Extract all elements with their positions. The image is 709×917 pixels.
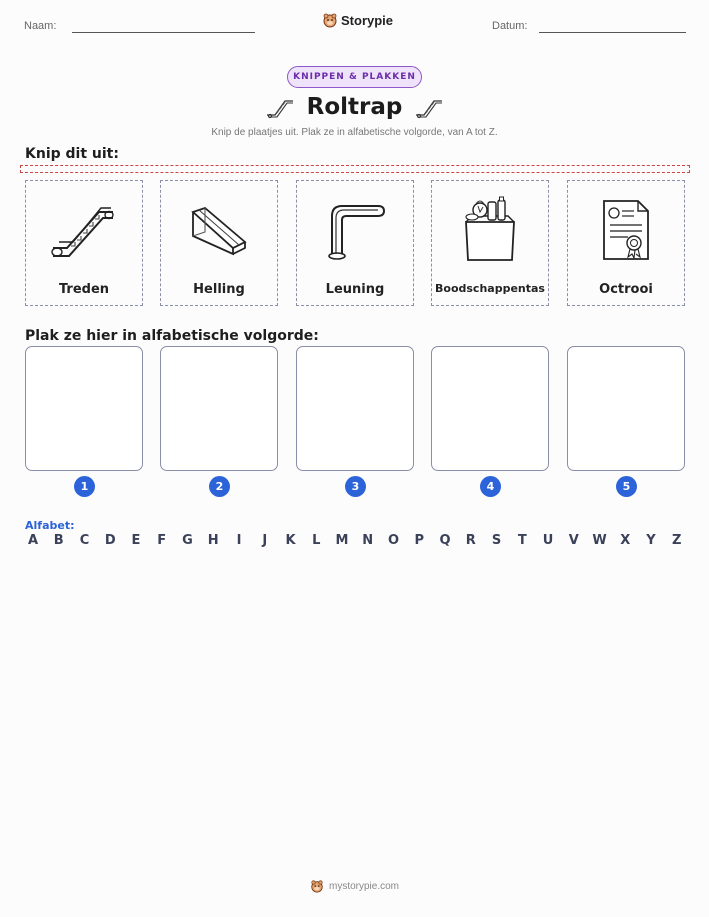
- alphabet-letter: X: [620, 533, 631, 548]
- alphabet-letter: L: [312, 533, 321, 548]
- slot-number-2: 2: [209, 476, 230, 497]
- worksheet-header: [0, 0, 709, 50]
- storypie-mascot-icon: [322, 12, 338, 28]
- storypie-mascot-icon: [310, 879, 324, 893]
- alphabet-letter: W: [592, 533, 607, 548]
- paste-box-4[interactable]: [431, 346, 549, 471]
- cut-card-leuning[interactable]: [296, 180, 414, 306]
- alphabet-letter: B: [53, 533, 64, 548]
- alphabet-letter: Y: [646, 533, 656, 548]
- paste-section-label: Plak ze hier in alfabetische volgorde:: [25, 328, 319, 344]
- alphabet-letter: I: [236, 533, 242, 548]
- alphabet-letter: Q: [439, 533, 451, 548]
- cut-card-helling[interactable]: [160, 180, 278, 306]
- alphabet-letter: D: [104, 533, 116, 548]
- alphabet-label: Alfabet:: [25, 519, 75, 532]
- cut-card-boodschappentas[interactable]: [431, 180, 549, 306]
- cut-section-label: Knip dit uit:: [25, 146, 119, 162]
- alphabet-letter: Z: [672, 533, 682, 548]
- alphabet-letter: E: [131, 533, 141, 548]
- activity-badge: KNIPPEN & PLAKKEN: [287, 66, 422, 88]
- alphabet-letter: H: [207, 533, 219, 548]
- alphabet-letter: F: [157, 533, 167, 548]
- alphabet-row: [25, 533, 685, 551]
- paste-box-5[interactable]: [567, 346, 685, 471]
- date-line: [539, 32, 686, 33]
- handrail-icon: [320, 198, 390, 262]
- alphabet-letter: A: [27, 533, 39, 548]
- brand-name: Storypie: [341, 12, 394, 28]
- cut-card-word: Boodschappentas: [435, 282, 545, 295]
- paste-box-1[interactable]: [25, 346, 143, 471]
- alphabet-letter: T: [517, 533, 527, 548]
- alphabet-letter: U: [542, 533, 554, 548]
- name-label: Naam:: [24, 20, 57, 32]
- cut-line: [20, 165, 690, 173]
- name-line: [72, 32, 255, 33]
- alphabet-letter: V: [568, 533, 579, 548]
- alphabet-letter: S: [491, 533, 502, 548]
- page-title: Roltrap: [306, 94, 403, 120]
- alphabet-letter: G: [182, 533, 193, 548]
- ramp-icon: [187, 202, 251, 258]
- slot-number-4: 4: [480, 476, 501, 497]
- paste-box-2[interactable]: [160, 346, 278, 471]
- cut-card-word: Leuning: [325, 282, 385, 297]
- alphabet-letter: O: [387, 533, 400, 548]
- patent-certificate-icon: [598, 197, 654, 263]
- alphabet-letter: K: [285, 533, 296, 548]
- slot-number-1: 1: [74, 476, 95, 497]
- cut-card-word: Helling: [193, 282, 245, 297]
- instructions: Knip de plaatjes uit. Plak ze in alfabetische volgorde, van A tot Z.: [211, 127, 498, 138]
- grocery-bag-icon: [458, 196, 522, 264]
- alphabet-letter: C: [79, 533, 90, 548]
- footer-site: mystorypie.com: [328, 880, 399, 892]
- cut-card-word: Treden: [58, 282, 110, 297]
- alphabet-letter: M: [335, 533, 349, 548]
- footer: [0, 879, 709, 893]
- brand-logo: [322, 12, 393, 28]
- slot-number-3: 3: [345, 476, 366, 497]
- cut-card-treden[interactable]: [25, 180, 143, 306]
- alphabet-letter: J: [262, 533, 268, 548]
- alphabet-letter: N: [362, 533, 374, 548]
- escalator-icon: [49, 198, 119, 262]
- slot-number-5: 5: [616, 476, 637, 497]
- alphabet-letter: R: [465, 533, 476, 548]
- escalator-left-icon: [265, 95, 295, 119]
- paste-box-3[interactable]: [296, 346, 414, 471]
- escalator-right-icon: [414, 95, 444, 119]
- cut-card-word: Octrooi: [599, 282, 653, 297]
- cut-card-octrooi[interactable]: [567, 180, 685, 306]
- date-label: Datum:: [492, 20, 528, 32]
- alphabet-letter: P: [414, 533, 425, 548]
- title-row: [0, 90, 709, 124]
